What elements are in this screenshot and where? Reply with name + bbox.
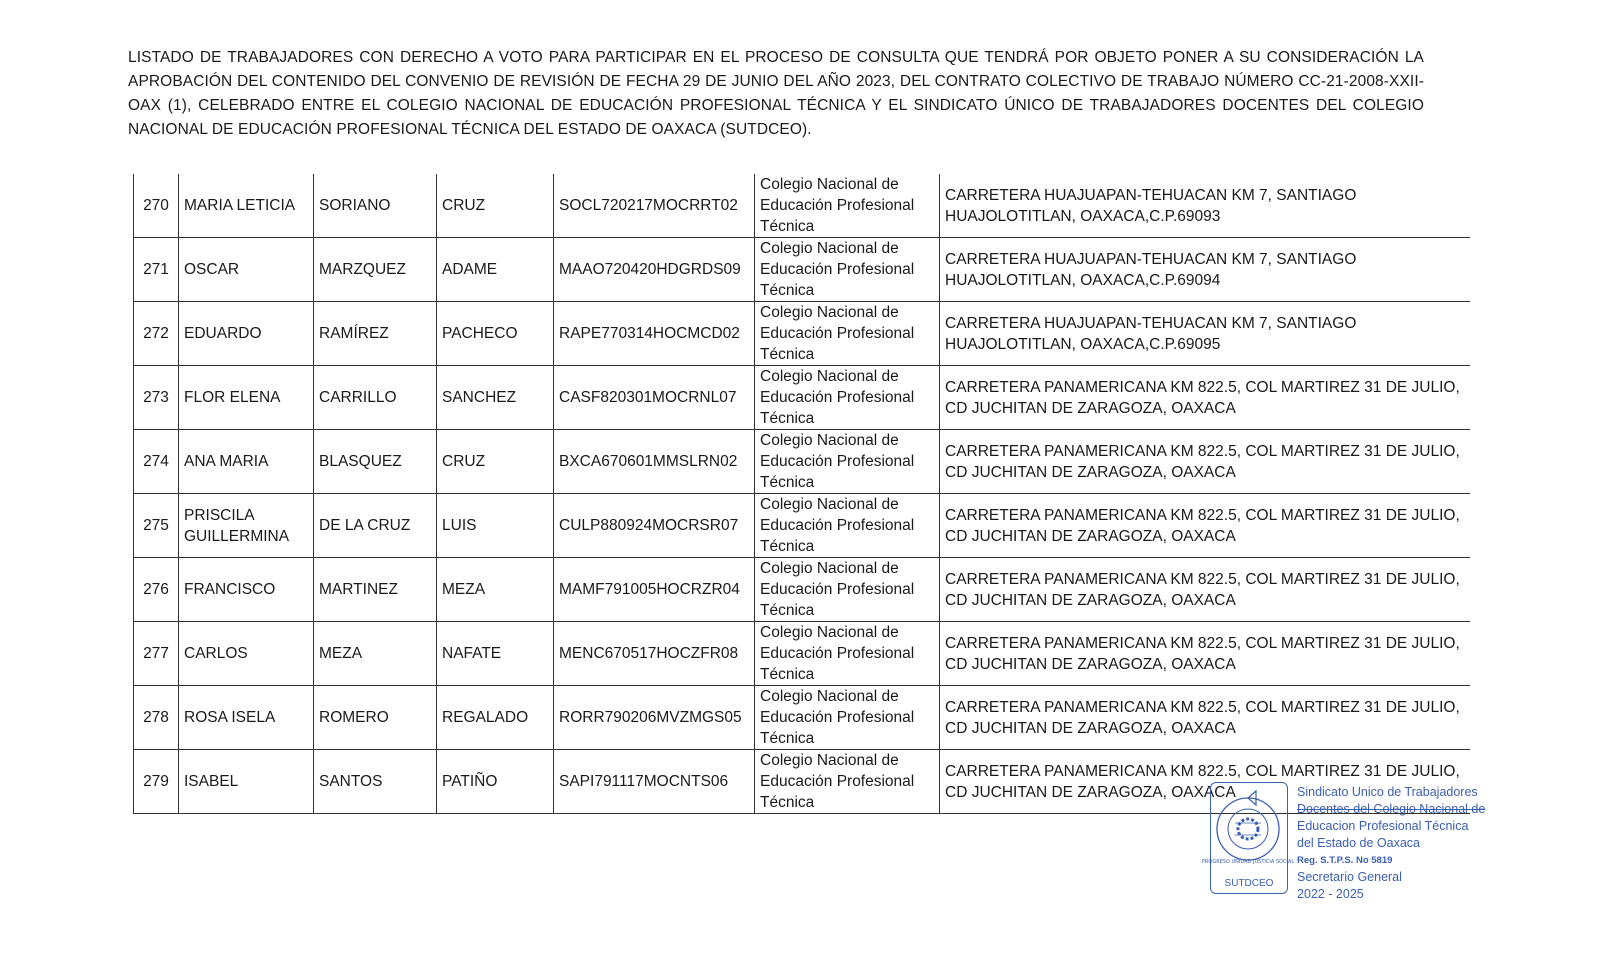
worker-maternal-surname: CRUZ (437, 174, 554, 238)
union-seal (1201, 782, 1295, 894)
union-stamp (1201, 782, 1486, 902)
seal-label: SUTDCEO (1224, 878, 1274, 889)
gear-logo-icon (1201, 783, 1295, 869)
worker-paternal-surname: CARRILLO (314, 366, 437, 430)
worker-maternal-surname: LUIS (437, 494, 554, 558)
row-number: 270 (134, 174, 179, 238)
worker-name: OSCAR (179, 238, 314, 302)
worker-curp: CULP880924MOCRSR07 (554, 494, 755, 558)
worker-name: CARLOS (179, 622, 314, 686)
voter-table (133, 174, 1470, 814)
worker-name: MARIA LETICIA (179, 174, 314, 238)
stamp-line-1: Sindicato Unico de Trabajadores (1297, 785, 1478, 799)
worker-paternal-surname: SORIANO (314, 174, 437, 238)
worker-maternal-surname: ADAME (437, 238, 554, 302)
worker-paternal-surname: MARZQUEZ (314, 238, 437, 302)
stamp-line-3: Educacion Profesional Técnica (1297, 819, 1469, 833)
worker-curp: BXCA670601MMSLRN02 (554, 430, 755, 494)
worker-paternal-surname: BLASQUEZ (314, 430, 437, 494)
worker-address: CARRETERA PANAMERICANA KM 822.5, COL MARTIREZ 31 DE JULIO, CD JUCHITAN DE ZARAGOZA, OAXACA (940, 558, 1471, 622)
worker-address: CARRETERA PANAMERICANA KM 822.5, COL MARTIREZ 31 DE JULIO, CD JUCHITAN DE ZARAGOZA, OAXACA (940, 430, 1471, 494)
worker-maternal-surname: NAFATE (437, 622, 554, 686)
worker-maternal-surname: CRUZ (437, 430, 554, 494)
worker-institution: Colegio Nacional de Educación Profesional Técnica (755, 366, 940, 430)
worker-paternal-surname: ROMERO (314, 686, 437, 750)
row-number: 276 (134, 558, 179, 622)
worker-institution: Colegio Nacional de Educación Profesional Técnica (755, 494, 940, 558)
row-number: 273 (134, 366, 179, 430)
row-number: 271 (134, 238, 179, 302)
worker-maternal-surname: PACHECO (437, 302, 554, 366)
worker-address: CARRETERA PANAMERICANA KM 822.5, COL MARTIREZ 31 DE JULIO, CD JUCHITAN DE ZARAGOZA, OAXACA (940, 494, 1471, 558)
table-row (134, 302, 1471, 366)
table-row (134, 430, 1471, 494)
worker-address: CARRETERA PANAMERICANA KM 822.5, COL MARTIREZ 31 DE JULIO, CD JUCHITAN DE ZARAGOZA, OAXACA (940, 366, 1471, 430)
worker-paternal-surname: DE LA CRUZ (314, 494, 437, 558)
worker-address: CARRETERA HUAJUAPAN-TEHUACAN KM 7, SANTIAGO HUAJOLOTITLAN, OAXACA,C.P.69094 (940, 238, 1471, 302)
stamp-line-2: Docentes del Colegio Nacional de (1297, 802, 1486, 816)
row-number: 272 (134, 302, 179, 366)
worker-curp: RORR790206MVZMGS05 (554, 686, 755, 750)
worker-maternal-surname: MEZA (437, 558, 554, 622)
worker-paternal-surname: MEZA (314, 622, 437, 686)
worker-address: CARRETERA HUAJUAPAN-TEHUACAN KM 7, SANTIAGO HUAJOLOTITLAN, OAXACA,C.P.69095 (940, 302, 1471, 366)
worker-curp: SOCL720217MOCRRT02 (554, 174, 755, 238)
worker-curp: SAPI791117MOCNTS06 (554, 750, 755, 814)
stamp-line-6: Secretario General (1297, 870, 1402, 884)
worker-maternal-surname: PATIÑO (437, 750, 554, 814)
worker-name: ROSA ISELA (179, 686, 314, 750)
worker-name: PRISCILA GUILLERMINA (179, 494, 314, 558)
table-row (134, 558, 1471, 622)
worker-institution: Colegio Nacional de Educación Profesional Técnica (755, 558, 940, 622)
worker-paternal-surname: MARTINEZ (314, 558, 437, 622)
worker-institution: Colegio Nacional de Educación Profesional Técnica (755, 430, 940, 494)
worker-address: CARRETERA PANAMERICANA KM 822.5, COL MARTIREZ 31 DE JULIO, CD JUCHITAN DE ZARAGOZA, OAXACA (940, 686, 1471, 750)
table-row (134, 366, 1471, 430)
worker-address: CARRETERA PANAMERICANA KM 822.5, COL MARTIREZ 31 DE JULIO, CD JUCHITAN DE ZARAGOZA, OAXACA (940, 622, 1471, 686)
worker-institution: Colegio Nacional de Educación Profesional Técnica (755, 302, 940, 366)
worker-curp: RAPE770314HOCMCD02 (554, 302, 755, 366)
table-row (134, 686, 1471, 750)
worker-maternal-surname: SANCHEZ (437, 366, 554, 430)
worker-institution: Colegio Nacional de Educación Profesional Técnica (755, 750, 940, 814)
table-row (134, 174, 1471, 238)
row-number: 274 (134, 430, 179, 494)
row-number: 279 (134, 750, 179, 814)
worker-name: ISABEL (179, 750, 314, 814)
stamp-line-5: Reg. S.T.P.S. No 5819 (1297, 855, 1393, 866)
worker-name: FRANCISCO (179, 558, 314, 622)
worker-institution: Colegio Nacional de Educación Profesional Técnica (755, 238, 940, 302)
worker-maternal-surname: REGALADO (437, 686, 554, 750)
worker-name: FLOR ELENA (179, 366, 314, 430)
worker-curp: MENC670517HOCZFR08 (554, 622, 755, 686)
table-row (134, 238, 1471, 302)
stamp-line-7: 2022 - 2025 (1297, 887, 1364, 901)
worker-institution: Colegio Nacional de Educación Profesional Técnica (755, 686, 940, 750)
worker-institution: Colegio Nacional de Educación Profesional Técnica (755, 622, 940, 686)
worker-curp: MAMF791005HOCRZR04 (554, 558, 755, 622)
worker-name: ANA MARIA (179, 430, 314, 494)
worker-paternal-surname: RAMÍREZ (314, 302, 437, 366)
worker-name: EDUARDO (179, 302, 314, 366)
worker-address: CARRETERA HUAJUAPAN-TEHUACAN KM 7, SANTIAGO HUAJOLOTITLAN, OAXACA,C.P.69093 (940, 174, 1471, 238)
worker-institution: Colegio Nacional de Educación Profesional Técnica (755, 174, 940, 238)
stamp-text (1297, 784, 1487, 903)
table-row (134, 494, 1471, 558)
row-number: 277 (134, 622, 179, 686)
worker-curp: CASF820301MOCRNL07 (554, 366, 755, 430)
seal-ring-text: PROGRESO UNIDAD JUSTICIA SOCIAL (1201, 859, 1295, 865)
table-row (134, 622, 1471, 686)
worker-address: CARRETERA PANAMERICANA KM 822.5, COL MARTIREZ 31 DE JULIO, CD JUCHITAN DE ZARAGOZA, OAXACA (940, 750, 1471, 814)
row-number: 275 (134, 494, 179, 558)
worker-paternal-surname: SANTOS (314, 750, 437, 814)
document-header: LISTADO DE TRABAJADORES CON DERECHO A VOTO PARA PARTICIPAR EN EL PROCESO DE CONSULTA QUE TENDRÁ POR OBJETO PONER A SU CONSIDERACIÓN LA APROBACIÓN DEL CONTENIDO DEL CONVENIO DE REVISIÓN DE FECHA 29 DE JUNIO DEL AÑO 2023, DEL CONTRATO COLECTIVO DE TRABAJO NÚMERO CC-21-2008-XXII-OAX (1), CELEBRADO ENTRE EL COLEGIO NACIONAL DE EDUCACIÓN PROFESIONAL TÉCNICA Y EL SINDICATO ÚNICO DE TRABAJADORES DOCENTES DEL COLEGIO NACIONAL DE EDUCACIÓN PROFESIONAL TÉCNICA DEL ESTADO DE OAXACA (SUTDCEO). (128, 49, 1424, 138)
stamp-line-4: del Estado de Oaxaca (1297, 836, 1420, 850)
worker-curp: MAAO720420HDGRDS09 (554, 238, 755, 302)
row-number: 278 (134, 686, 179, 750)
